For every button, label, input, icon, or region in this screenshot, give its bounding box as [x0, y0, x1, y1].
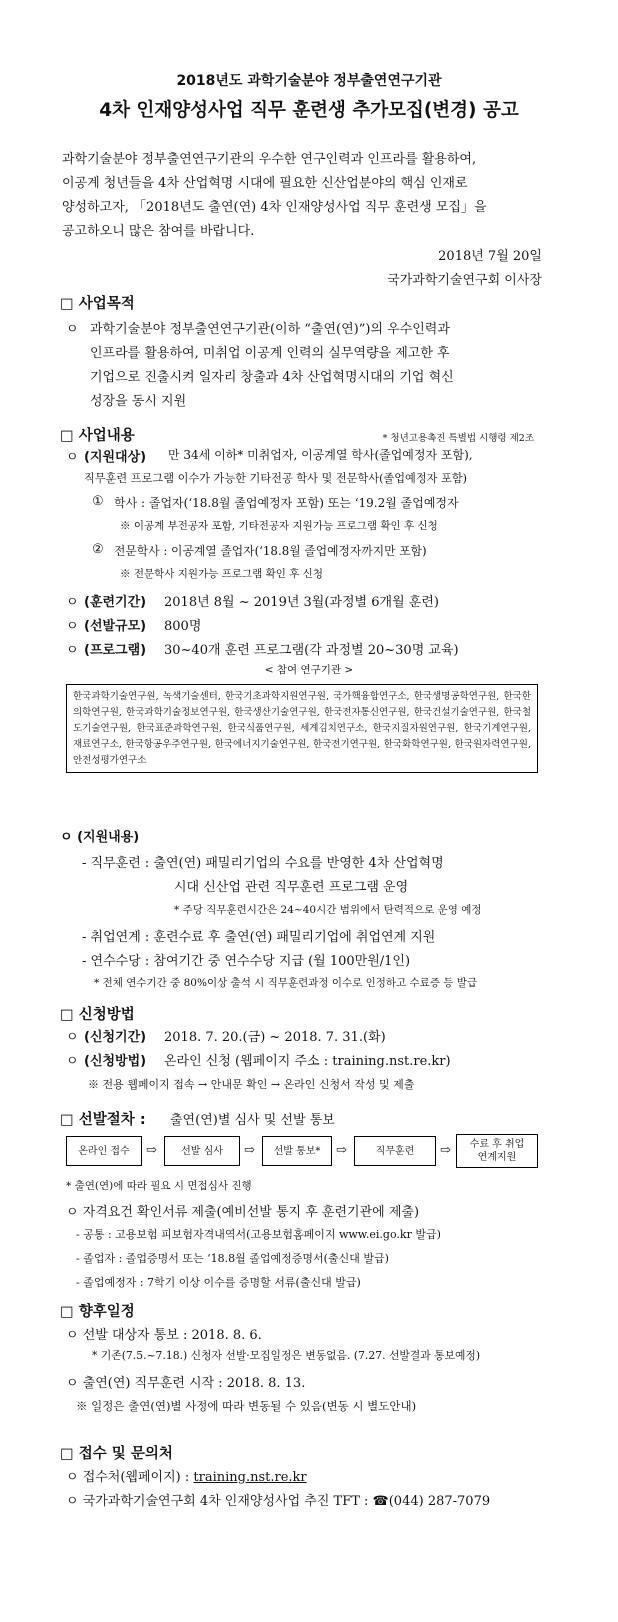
notice-issuer: 국가과학기술연구회 이사장: [387, 273, 542, 288]
purpose-line-3: 기업으로 진출시켜 일자리 창출과 4차 산업혁명시대의 기업 혁신: [90, 370, 454, 385]
support-label: ㅇ (지원내용): [60, 830, 140, 845]
item2-number: ②: [92, 542, 104, 557]
support-line-5: - 연수수당 : 참여기간 중 연수수당 지급 (월 100만원/1인): [82, 954, 411, 969]
item1-text: 학사 : 졸업자(‘18.8월 졸업예정자 포함) 또는 ‘19.2월 졸업예정자: [114, 496, 459, 510]
contact-web-label: ㅇ 접수처(웹페이지) :: [66, 1470, 194, 1485]
target-line-2: 직무훈련 프로그램 이수가 가능한 기타전공 학사 및 전문학사(졸업예정자 포함): [84, 472, 468, 485]
support-line-2: 시대 신산업 관련 직무훈련 프로그램 운영: [174, 880, 409, 895]
apply-period-label: (신청기간): [84, 1030, 147, 1045]
section-contact-heading: □ 접수 및 문의처: [60, 1446, 173, 1462]
target-label: (지원대상): [84, 450, 147, 465]
item1-note: ※ 이공계 부전공자 포함, 기타전공자 지원가능 프로그램 확인 후 신청: [120, 520, 438, 532]
flow-step-review: 선발 심사: [164, 1136, 240, 1166]
purpose-line-4: 성장을 동시 지원: [90, 394, 187, 409]
apply-method-value: 온라인 신청 (웹페이지 주소 : training.nst.re.kr): [164, 1054, 451, 1069]
schedule-item-2: ㅇ 출연(연) 직무훈련 시작 : 2018. 8. 13.: [66, 1376, 306, 1391]
docs-graduate: - 졸업자 : 졸업증명서 또는 ‘18.8월 졸업예정증명서(출신대 발급): [76, 1252, 389, 1265]
period-bullet: ㅇ: [66, 595, 79, 610]
flow-step-apply: 온라인 접수: [66, 1136, 142, 1166]
apply-note: ※ 전용 웹페이지 접속 → 안내문 확인 → 온라인 신청서 작성 및 제출: [88, 1078, 415, 1091]
flow-arrow-icon: ⇨: [440, 1143, 451, 1158]
support-line-6: * 전체 연수기간 중 80%이상 출석 시 직무훈련과정 이수로 인정하고 수료증 등 발급: [94, 977, 478, 989]
flow-step-training: 직무훈련: [354, 1136, 436, 1166]
scale-label: (선발규모): [84, 619, 147, 634]
contact-phone: ㅇ 국가과학기술연구회 4차 인재양성사업 추진 TFT : ☎(044) 287-7079: [66, 1494, 491, 1509]
section-selection-heading: □ 선발절차 :: [60, 1112, 146, 1128]
selection-note: * 출연(연)에 따라 필요 시 면접심사 진행: [66, 1180, 252, 1192]
section-apply-heading: □ 신청방법: [60, 1007, 135, 1023]
intro-line-2: 이공계 청년들을 4차 산업혁명 시대에 필요한 신산업분야의 핵심 인재로: [62, 176, 468, 191]
period-label: (훈련기간): [84, 595, 147, 610]
purpose-line-2: 인프라를 활용하여, 미취업 이공계 인력의 실무역량을 제고한 후: [90, 346, 450, 361]
flow-arrow-icon: ⇨: [244, 1143, 255, 1158]
purpose-line-1: 과학기술분야 정부출연연구기관(이하 “출연(연)”)의 우수인력과: [90, 322, 450, 337]
intro-line-1: 과학기술분야 정부출연연구기관의 우수한 연구인력과 인프라를 활용하여,: [62, 152, 477, 167]
scale-bullet: ㅇ: [66, 619, 79, 634]
item2-note: ※ 전문학사 지원가능 프로그램 확인 후 신청: [120, 568, 323, 580]
program-bullet: ㅇ: [66, 643, 79, 658]
support-line-3: * 주당 직무훈련시간은 24~40시간 범위에서 탄력적으로 운영 예정: [174, 904, 482, 916]
item1-number: ①: [92, 494, 104, 509]
program-value: 30~40개 훈련 프로그램(각 과정별 20~30명 교육): [164, 643, 459, 658]
section-schedule-heading: □ 향후일정: [60, 1304, 135, 1320]
period-value: 2018년 8월 ~ 2019년 3월(과정별 6개월 훈련): [164, 595, 439, 610]
docs-common: - 공통 : 고용보험 피보험자격내역서(고용보험홈페이지 www.ei.go.kr 발급): [76, 1228, 441, 1241]
flow-arrow-icon: ⇨: [336, 1143, 347, 1158]
flow-step-employment: 수료 후 취업 연계지원: [456, 1134, 538, 1168]
contact-web-row: [66, 1466, 307, 1485]
flow-step-notify: 선발 통보*: [262, 1136, 332, 1166]
selection-heading-rest: 출연(연)별 심사 및 선발 통보: [170, 1113, 335, 1128]
purpose-bullet: ㅇ: [66, 322, 79, 337]
support-line-4: - 취업연계 : 훈련수료 후 출연(연) 패밀리기업에 취업연계 지원: [82, 930, 436, 945]
docs-expected: - 졸업예정자 : 7학기 이상 이수를 증명할 서류(출신대 발급): [76, 1276, 361, 1289]
contact-web-link[interactable]: training.nst.re.kr: [193, 1470, 307, 1485]
schedule-item-1-note: * 기존(7.5.~7.18.) 신청자 선발·모집일정은 변동없음. (7.27. 선발결과 통보예정): [92, 1349, 481, 1362]
intro-line-3: 양성하고자, 「2018년도 출연(연) 4차 인재양성사업 직무 훈련생 모집」을: [62, 200, 487, 215]
agency-title: < 참여 연구기관 >: [264, 664, 354, 676]
doc-subtitle: 2018년도 과학기술분야 정부출연연구기관: [176, 73, 442, 89]
section-content-heading: □ 사업내용: [60, 428, 135, 444]
apply-method-bullet: ㅇ: [66, 1054, 79, 1069]
apply-period-value: 2018. 7. 20.(금) ~ 2018. 7. 31.(화): [164, 1030, 386, 1045]
apply-method-label: (신청방법): [84, 1054, 147, 1069]
intro-line-4: 공고하오니 많은 참여를 바랍니다.: [62, 224, 255, 239]
docs-line: ㅇ 자격요건 확인서류 제출(예비선발 통지 후 훈련기관에 제출): [66, 1205, 420, 1220]
notice-date: 2018년 7월 20일: [438, 249, 542, 264]
apply-period-bullet: ㅇ: [66, 1030, 79, 1045]
section-purpose-heading: □ 사업목적: [60, 296, 135, 312]
target-bullet: ㅇ: [66, 450, 79, 465]
flow-arrow-icon: ⇨: [146, 1143, 157, 1158]
support-line-1: - 직무훈련 : 출연(연) 패밀리기업의 수요를 반영한 4차 산업혁명: [82, 856, 444, 871]
age-footnote: * 청년고용촉진 특별법 시행령 제2조: [382, 433, 534, 444]
agency-list-box: 한국과학기술연구원, 녹색기술센터, 한국기초과학지원연구원, 국가핵융합연구소, 한국생명공학연구원, 한국한의학연구원, 한국과학기술정보연구원, 한국생산기술연구원, 한국전자통신연구원, 한국건설기술연구원, 한국철도기술연구원, 한국표준과학연구원, 한국식품연구원, 세계김치연구소, 한국지질자원연구원, 한국기계연구원, 재료연구소, 한국항공우주연구원, 한국에너지기술연구원, 한국전기연구원, 한국화학연구원, 한국원자력연구원, 안전성평가연구소: [66, 684, 538, 773]
target-line-1: 만 34세 이하* 미취업자, 이공계열 학사(졸업예정자 포함),: [168, 448, 473, 462]
schedule-note: ※ 일정은 출연(연)별 사정에 따라 변동될 수 있음(변동 시 별도안내): [76, 1399, 417, 1413]
doc-title: 4차 인재양성사업 직무 훈련생 추가모집(변경) 공고: [99, 100, 519, 121]
item2-text: 전문학사 : 이공계열 졸업자(‘18.8월 졸업예정자까지만 포함): [114, 544, 427, 558]
scale-value: 800명: [164, 619, 202, 634]
program-label: (프로그램): [84, 643, 147, 658]
schedule-item-1: ㅇ 선발 대상자 통보 : 2018. 8. 6.: [66, 1328, 262, 1343]
